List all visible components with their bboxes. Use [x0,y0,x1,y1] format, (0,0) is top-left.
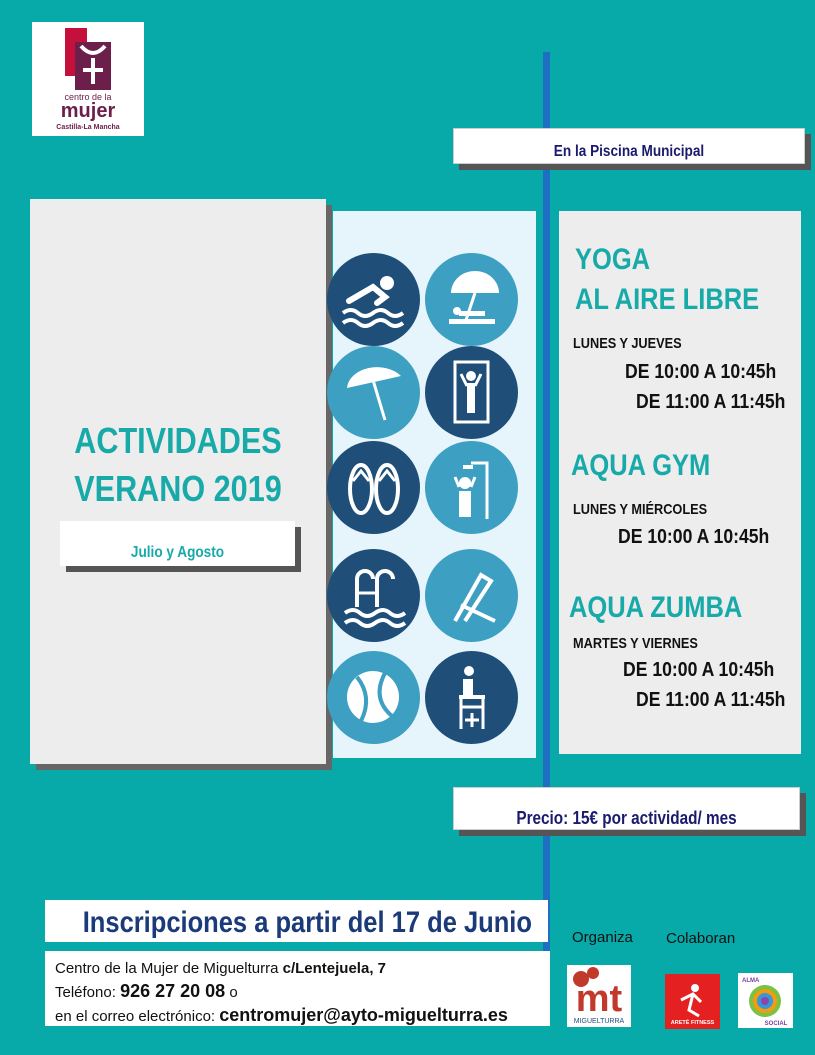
lounger-person-icon [425,346,518,439]
activity-2-days: LUNES Y MIÉRCOLES [573,501,708,518]
activity-3-time-2: DE 11:00 A 11:45h [636,689,786,711]
logo-line-1: centro de la [64,92,112,102]
center-address: c/Lentejuela, 7 [282,960,386,977]
activity-1-days: LUNES Y JUEVES [573,335,682,352]
activity-1-name-line-2: AL AIRE LIBRE [575,283,760,316]
price-banner [453,787,800,830]
location-banner [453,128,805,164]
subtitle-banner [60,521,295,566]
contact-line-2 [55,980,540,1004]
email-label: en el correo electrónico: [55,1008,216,1025]
activity-2-name: AQUA GYM [571,449,711,482]
activity-1-name-line-1: YOGA [575,243,651,276]
email-address[interactable]: centromujer@ayto-miguelturra.es [219,1005,508,1025]
colaboran-label: Colaboran [666,930,736,947]
pool-ladder-icon [327,549,420,642]
activity-1-time-1: DE 10:00 A 10:45h [625,361,777,383]
activity-3-name: AQUA ZUMBA [569,591,743,624]
miguelturra-logo [567,965,631,1027]
activity-3-time-1: DE 10:00 A 10:45h [623,659,775,681]
location-text: En la Piscina Municipal [553,143,705,160]
registration-banner [45,900,548,942]
flip-flops-icon [327,441,420,534]
registration-text: Inscripciones a partir del 17 de Junio [82,906,532,939]
phone-label: Teléfono: [55,984,116,1001]
subtitle-text: Julio y Agosto [130,544,225,561]
contact-box [45,951,550,1026]
alma-social-logo [738,973,793,1028]
mt-logo-sub: MIGUELTURRA [573,1018,625,1025]
phone-number[interactable]: 926 27 20 08 [120,981,226,1001]
swimmer-icon [327,253,420,346]
title-panel [30,199,326,764]
phone-suffix: o [229,984,238,1001]
arete-logo-text: ARETÉ FITNESS [670,1020,715,1026]
main-title-line-1: ACTIVIDADES [74,420,282,461]
lifeguard-chair-icon [425,651,518,744]
beach-ball-icon [327,651,420,744]
alma-logo-top: ALMA [742,978,760,984]
alma-logo-bottom: SOCIAL [764,1021,788,1027]
shower-icon [425,441,518,534]
main-title-line-2: VERANO 2019 [74,468,282,509]
contact-line-1 [55,957,540,980]
icon-panel [333,211,536,758]
deck-chair-icon [425,549,518,642]
logo-line-3: Castilla-La Mancha [56,124,120,131]
mt-logo-text: mt [575,978,623,1020]
price-text: Precio: 15€ por actividad/ mes [516,808,737,828]
contact-line-3 [55,1004,540,1028]
centro-mujer-logo [32,22,144,136]
female-symbol-icon [65,28,111,90]
arete-fitness-logo [665,974,720,1029]
center-name: Centro de la Mujer de Miguelturra [55,960,279,977]
main-title [52,417,304,513]
logo-line-2: mujer [60,100,116,122]
activity-1-time-2: DE 11:00 A 11:45h [636,391,786,413]
umbrella-icon [327,346,420,439]
activity-2-time-1: DE 10:00 A 10:45h [618,526,770,548]
beach-umbrella-sunbather-icon [425,253,518,346]
activity-3-days: MARTES Y VIERNES [573,635,698,652]
organiza-label: Organiza [572,929,633,946]
activities-panel [559,211,801,754]
